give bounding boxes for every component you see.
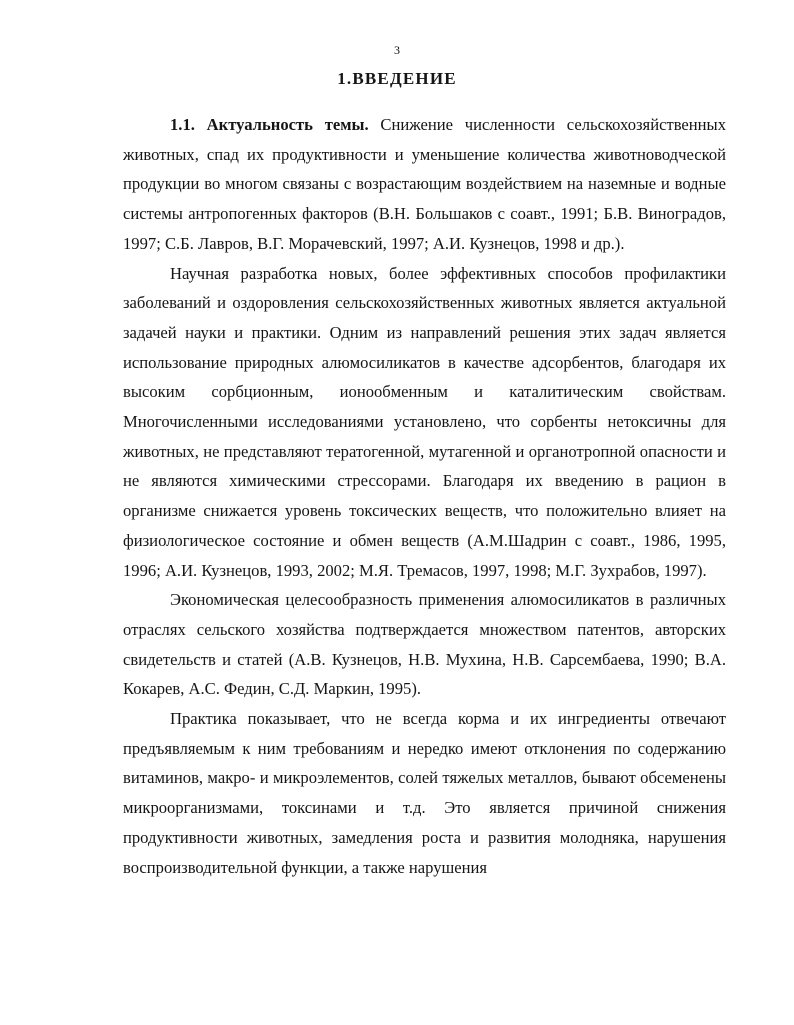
page-number: 3: [394, 43, 400, 57]
paragraph-text: Снижение численности сельскохозяйственных животных, спад их продуктивности и уменьшение количества животноводческой продукции во многом связаны с возрастающим воздействием на наземные и водные системы антропогенных факторов (В.Н. Большаков с соавт., 1991; Б.В. Виноградов, 1997; С.Б. Лавров, В.Г. Морачевский, 1997; А.И. Кузнецов, 1998 и др.).: [123, 115, 726, 253]
section-heading: 1.ВВЕДЕНИЕ: [337, 69, 457, 88]
paragraph-relevance: [123, 110, 726, 259]
paragraph-research: Научная разработка новых, более эффективных способов профилактики заболеваний и оздоровления сельскохозяйственных животных является актуальной задачей науки и практики. Одним из направлений решения этих задач является использование природных алюмосиликатов в качестве адсорбентов, благодаря их высоким сорбционным, ионообменным и каталитическим свойствам. Многочисленными исследованиями установлено, что сорбенты нетоксичны для животных, не представляют тератогенной, мутагенной и органотропной опасности и не являются химическими стрессорами. Благодаря их введению в рацион в организме снижается уровень токсических веществ, что положительно влияет на физиологическое состояние и обмен веществ (А.М.Шадрин с соавт., 1986, 1995, 1996; А.И. Кузнецов, 1993, 2002; М.Я. Тремасов, 1997, 1998; М.Г. Зухрабов, 1997).: [123, 263, 726, 580]
paragraph-economics: Экономическая целесообразность применения алюмосиликатов в различных отраслях сельского хозяйства подтверждается множеством патентов, авторских свидетельств и статей (А.В. Кузнецов, Н.В. Мухина, Н.В. Сарсембаева, 1990; В.А. Кокарев, А.С. Федин, С.Д. Маркин, 1995).: [123, 590, 726, 699]
subsection-title: 1.1. Актуальность темы.: [170, 115, 369, 134]
body-text: [123, 110, 726, 882]
paragraph-practice: Практика показывает, что не всегда корма и их ингредиенты отвечают предъявляемым к ним требованиям и нередко имеют отклонения по содержанию витаминов, макро- и микроэлементов, солей тяжелых металлов, бывают обсеменены микроорганизмами, токсинами и т.д. Это является причиной снижения продуктивности животных, замедления роста и развития молодняка, нарушения воспроизводительной функции, а также нарушения: [123, 709, 726, 877]
